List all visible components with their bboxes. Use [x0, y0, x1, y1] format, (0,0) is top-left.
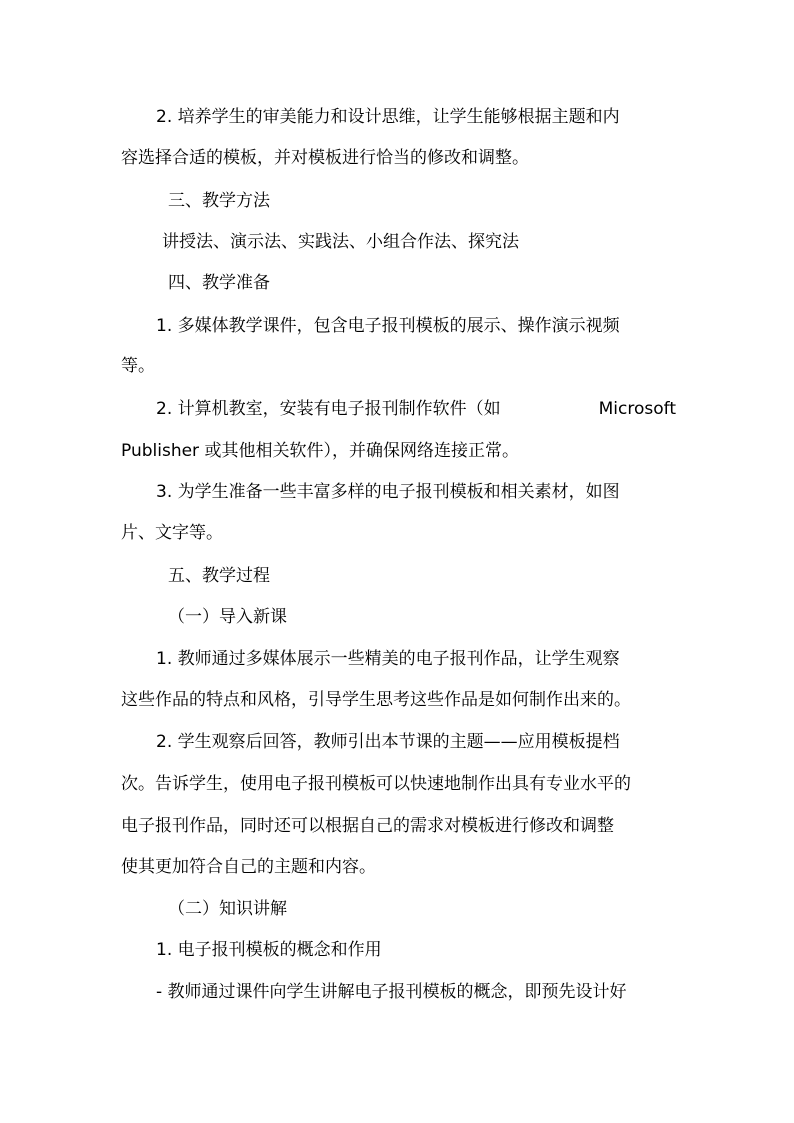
paragraph-line: - 教师通过课件向学生讲解电子报刊模板的概念，即预先设计好 — [156, 982, 627, 1002]
paragraph-line: 这些作品的特点和风格，引导学生思考这些作品是如何制作出来的。 — [121, 690, 631, 710]
paragraph-line: 1. 多媒体教学课件，包含电子报刊模板的展示、操作演示视频 — [156, 316, 620, 336]
paragraph-line: 电子报刊作品，同时还可以根据自己的需求对模板进行修改和调整 — [121, 816, 614, 836]
subsection-heading: （二）知识讲解 — [168, 899, 287, 919]
paragraph-line-segment: Microsoft — [598, 399, 676, 419]
paragraph-line-justified — [156, 398, 676, 420]
section-heading: 四、教学准备 — [168, 273, 270, 293]
paragraph-line: 讲授法、演示法、实践法、小组合作法、探究法 — [162, 232, 519, 252]
paragraph-line: 片、文字等。 — [121, 523, 223, 543]
subsection-heading: （一）导入新课 — [168, 607, 287, 627]
paragraph-line: 等。 — [121, 356, 155, 376]
paragraph-line: Publisher 或其他相关软件），并确保网络连接正常。 — [121, 441, 519, 461]
paragraph-line: 容选择合适的模板，并对模板进行恰当的修改和调整。 — [121, 148, 529, 168]
paragraph-line: 2. 学生观察后回答，教师引出本节课的主题——应用模板提档 — [156, 732, 620, 752]
section-heading: 五、教学过程 — [168, 566, 270, 586]
paragraph-line: 2. 培养学生的审美能力和设计思维，让学生能够根据主题和内 — [156, 107, 620, 127]
paragraph-line: 1. 教师通过多媒体展示一些精美的电子报刊作品，让学生观察 — [156, 649, 620, 669]
paragraph-line: 3. 为学生准备一些丰富多样的电子报刊模板和相关素材，如图 — [156, 482, 620, 502]
paragraph-line: 1. 电子报刊模板的概念和作用 — [156, 940, 382, 960]
section-heading: 三、教学方法 — [168, 191, 270, 211]
paragraph-line-segment: 2. 计算机教室，安装有电子报刊制作软件（如 — [156, 399, 501, 419]
paragraph-line: 次。告诉学生，使用电子报刊模板可以快速地制作出具有专业水平的 — [121, 774, 631, 794]
paragraph-line: 使其更加符合自己的主题和内容。 — [121, 857, 376, 877]
